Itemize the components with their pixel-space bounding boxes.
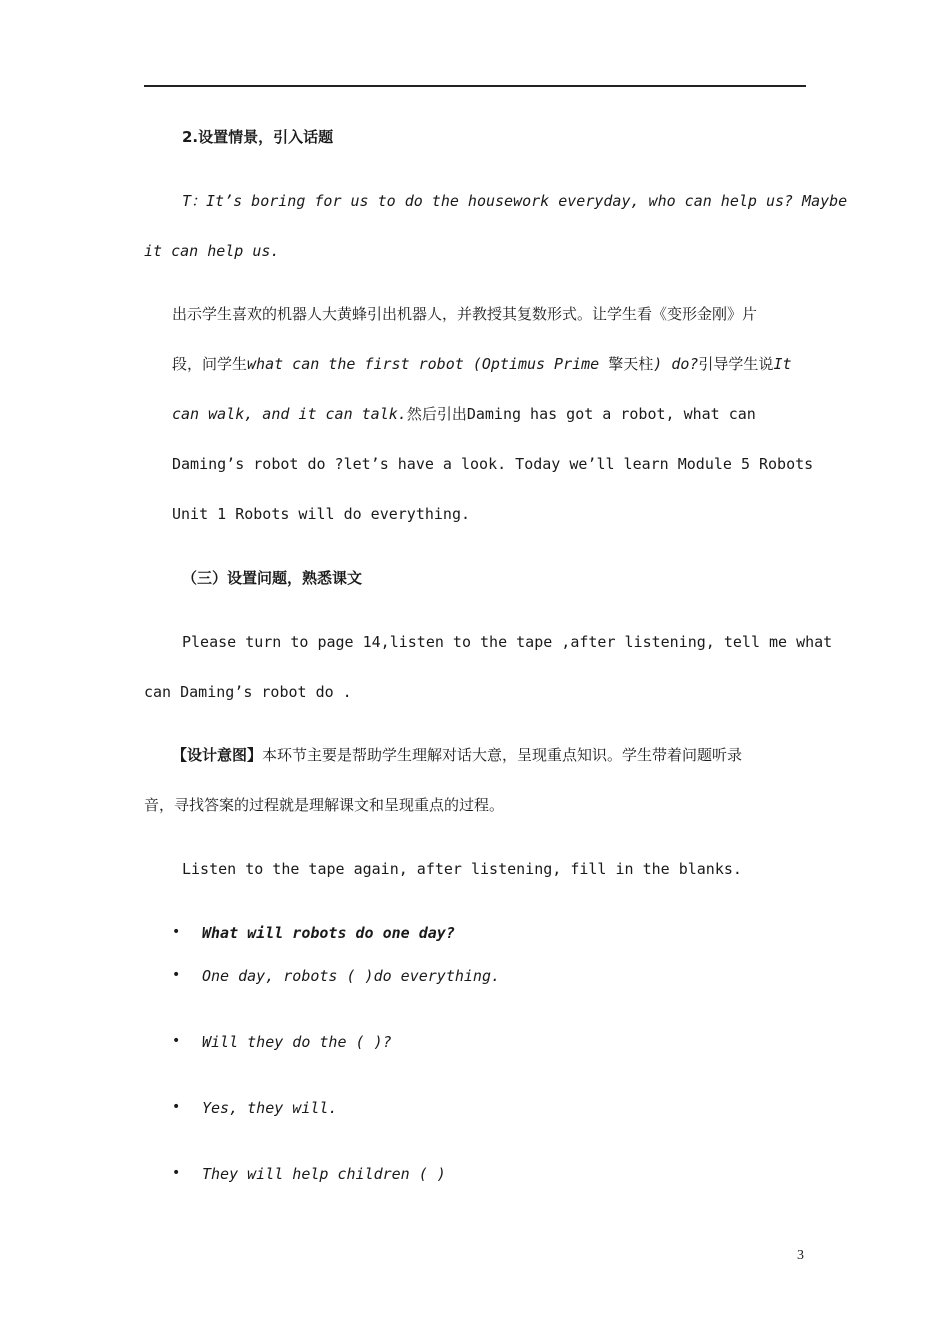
- paragraph1-line3: [172, 404, 756, 424]
- p1-l3-a: can walk, and it can talk.: [172, 405, 407, 423]
- paragraph1-line2: [172, 354, 792, 374]
- p1-l2-e: 引导学生说: [698, 355, 774, 373]
- bullet-item: They will help children ( ): [202, 1165, 446, 1183]
- bullet-item: What will robots do one day?: [202, 924, 455, 942]
- paragraph1-line1: 出示学生喜欢的机器人大黄蜂引出机器人，并教授其复数形式。让学生看《变形金刚》片: [172, 305, 758, 323]
- bullet-dot: •: [172, 967, 181, 983]
- p1-l2-c: 擎天柱: [608, 355, 654, 373]
- bullet-dot: •: [172, 924, 181, 940]
- bullet-dot: •: [172, 1165, 181, 1181]
- p1-l2-b: what can the first robot (Optimus Prime: [247, 355, 609, 373]
- bullet-item: One day, robots ( )do everything.: [202, 967, 501, 985]
- p1-l2-a: 段，问学生: [172, 355, 248, 373]
- design-intent-line2: 音，寻找答案的过程就是理解课文和呈现重点的过程。: [144, 796, 505, 814]
- paragraph1-line5: Unit 1 Robots will do everything.: [172, 505, 471, 523]
- bullet-dot: •: [172, 1099, 181, 1115]
- page-number: 3: [797, 1248, 804, 1263]
- teacher-line-2: it can help us.: [144, 242, 280, 260]
- bullet-item: Will they do the ( )?: [202, 1033, 392, 1051]
- paragraph1-line4: Daming’s robot do ?let’s have a look. Today we’ll learn Module 5 Robots: [172, 455, 814, 473]
- design-intent-text: 本环节主要是帮助学生理解对话大意，呈现重点知识。学生带着问题听录: [262, 746, 743, 764]
- p1-l3-b: 然后引出: [406, 405, 467, 423]
- instruction1-line1: Please turn to page 14,listen to the tape ,after listening, tell me what: [182, 633, 833, 651]
- header-rule: [144, 85, 806, 87]
- bullet-dot: •: [172, 1033, 181, 1049]
- design-intent-line1: [172, 745, 742, 765]
- p1-l2-f: It: [773, 355, 792, 373]
- section3-heading: （三）设置问题，熟悉课文: [182, 569, 363, 587]
- instruction2: Listen to the tape again, after listening, fill in the blanks.: [182, 860, 742, 878]
- p1-l3-c: Daming has got a robot, what can: [466, 405, 756, 423]
- bullet-item: Yes, they will.: [202, 1099, 338, 1117]
- design-intent-label: 【设计意图】: [172, 746, 263, 764]
- teacher-line-1: T：It’s boring for us to do the housework everyday, who can help us? Maybe: [182, 192, 848, 210]
- section-heading: 2.设置情景，引入话题: [182, 128, 334, 146]
- instruction1-line2: can Daming’s robot do .: [144, 683, 352, 701]
- p1-l2-d: ) do?: [653, 355, 699, 373]
